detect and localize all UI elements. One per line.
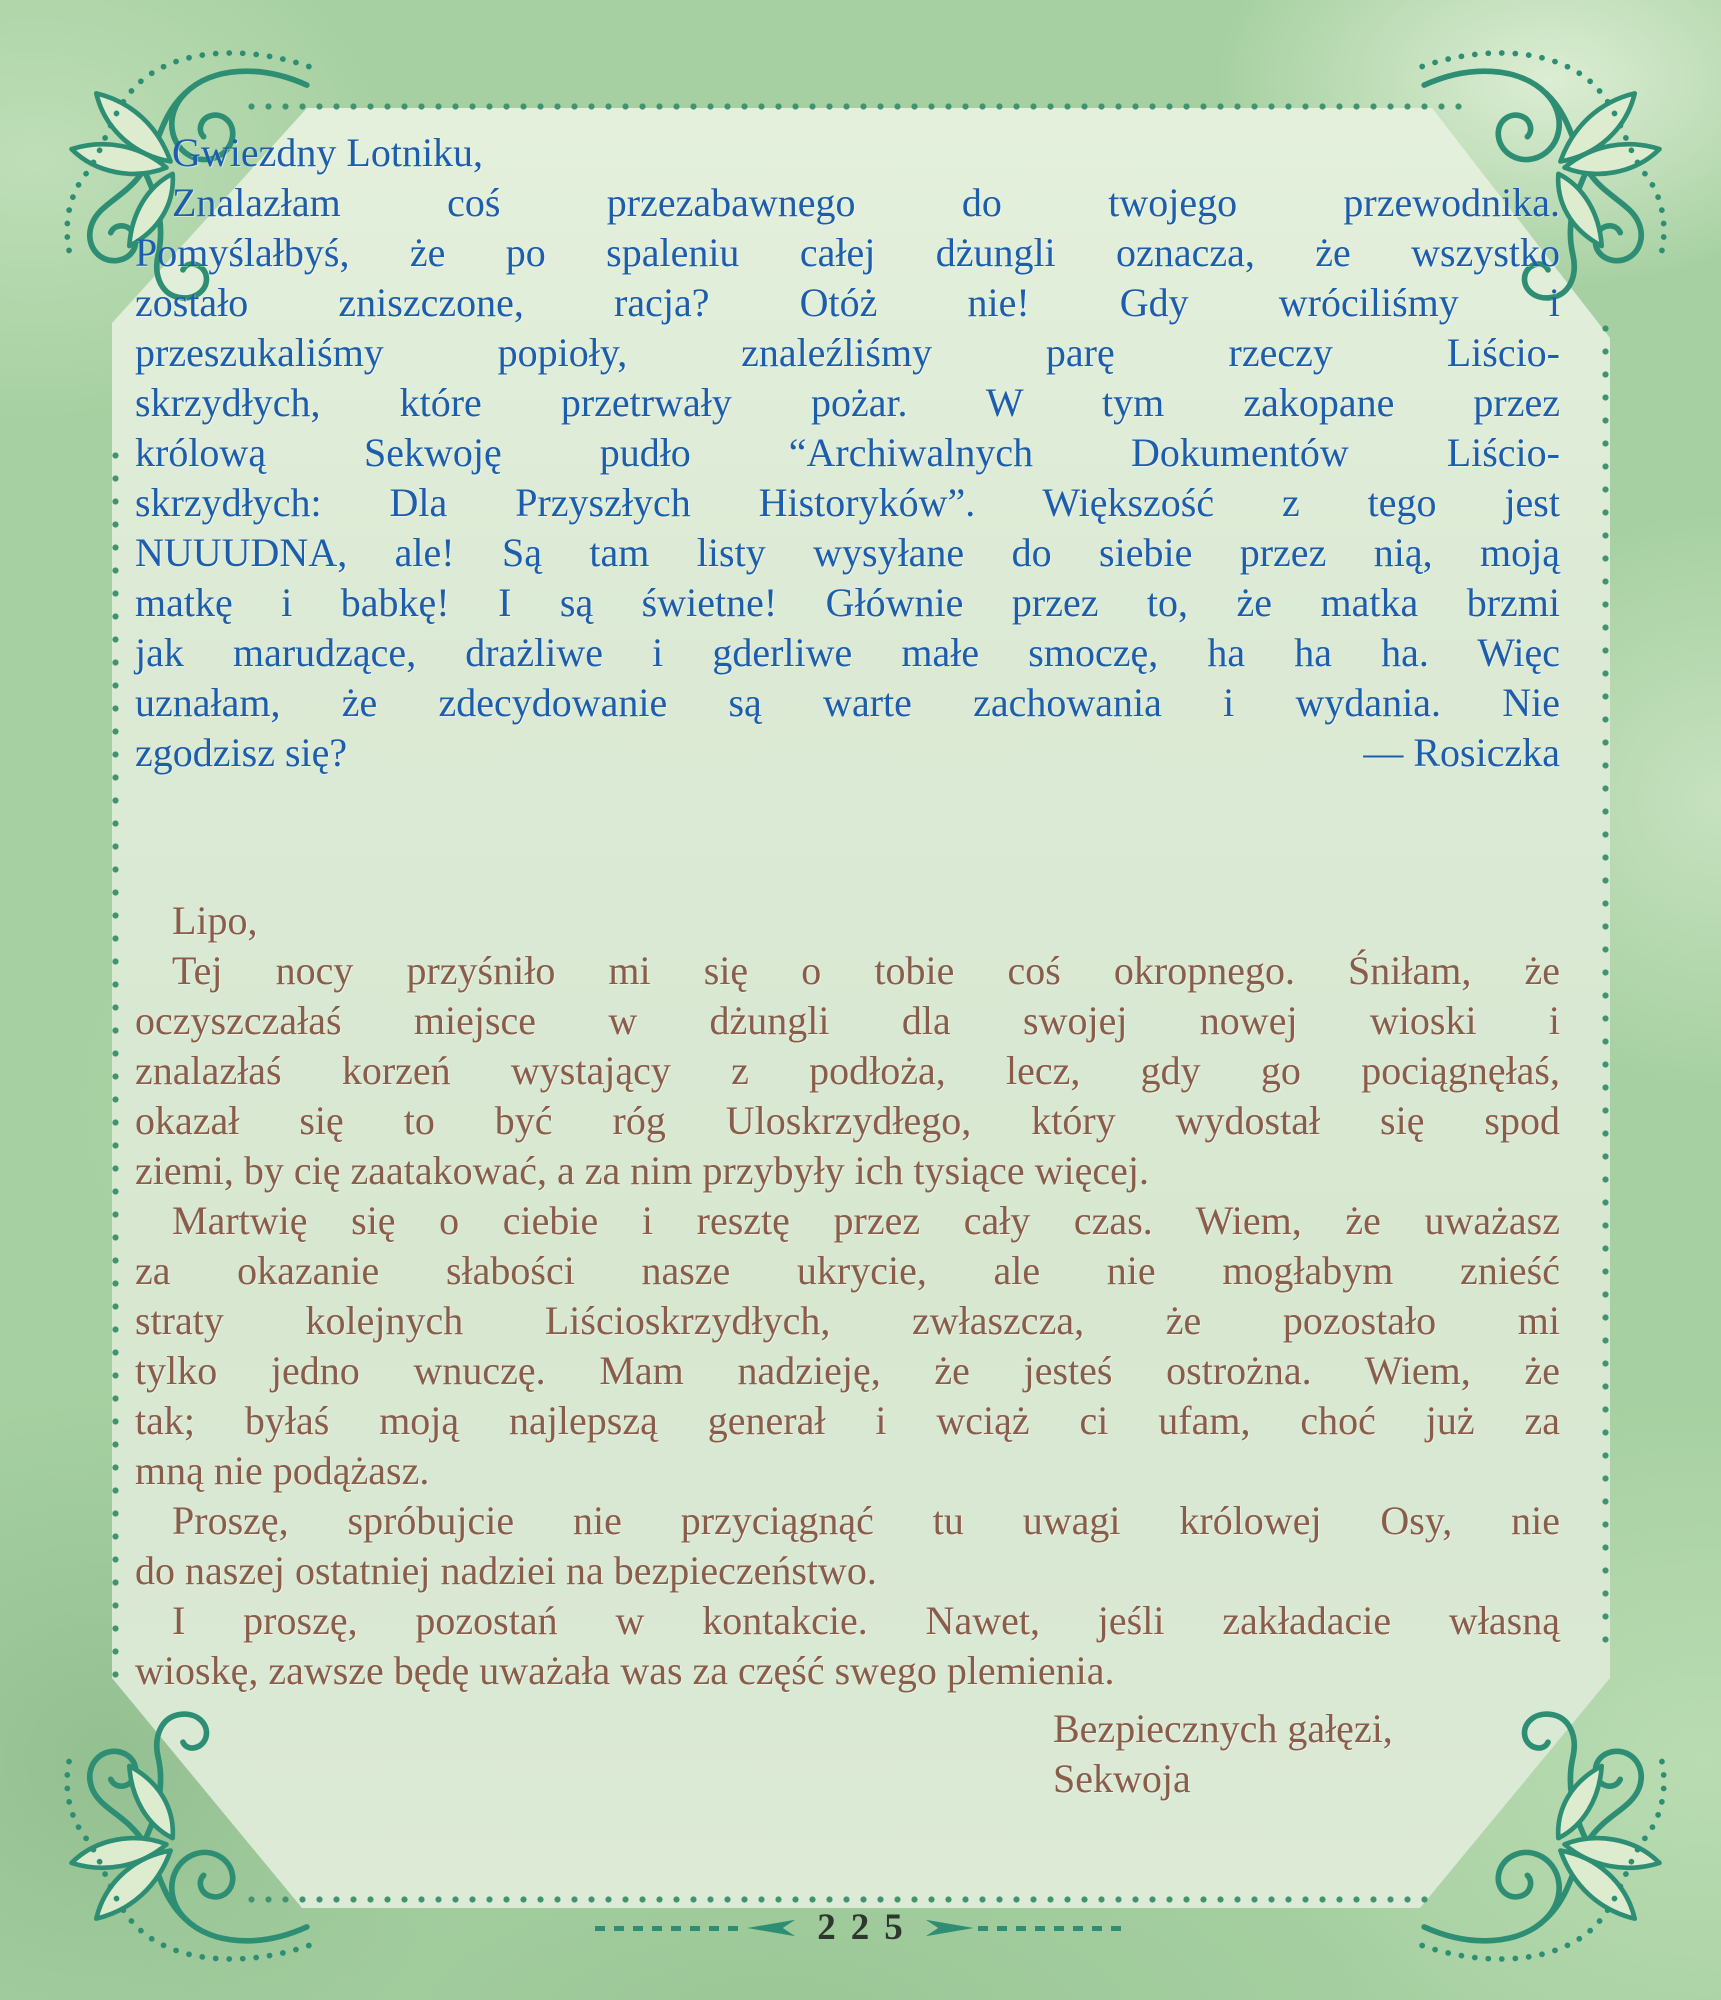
text-line: Pomyślałbyś, że po spaleniu całej dżungli oznacza, że wszystko — [135, 230, 1560, 275]
text-line: do naszej ostatniej nadziei na bezpieczeństwo. — [135, 1548, 877, 1593]
letter-signature: — Rosiczka — [1363, 730, 1560, 775]
page-footer — [0, 1908, 1721, 1948]
dotted-border-right — [1602, 325, 1609, 1650]
text-line: straty kolejnych Liścioskrzydłych, zwłaszcza, że pozostało mi — [135, 1298, 1560, 1343]
dotted-border-bottom — [248, 1896, 1436, 1903]
letter-closing-text: zgodzisz się? — [135, 730, 348, 775]
text-line: skrzydłych: Dla Przyszłych Historyków”. Większość z tego jest — [135, 480, 1560, 525]
letter-greeting: Lipo, — [172, 898, 258, 943]
letter-paragraph — [135, 1196, 1560, 1496]
letter-closing-row — [135, 728, 1560, 778]
footer-dash-line-right — [978, 1926, 1126, 1931]
text-line: okazał się to być róg Uloskrzydłego, który wydostał się spod — [135, 1098, 1560, 1143]
text-line: tak; byłaś moją najlepszą generał i wciąż ci ufam, choć już za — [135, 1398, 1560, 1443]
page-number: 225 — [817, 1907, 918, 1948]
text-line: Martwię się o ciebie i resztę przez cały czas. Wiem, że uważasz — [172, 1198, 1560, 1243]
text-line: mną nie podążasz. — [135, 1448, 430, 1493]
letter-signoff — [1053, 1704, 1560, 1804]
letter-paragraph — [135, 1496, 1560, 1596]
signoff-line: Bezpiecznych gałęzi, — [1053, 1706, 1393, 1751]
text-line: królową Sekwoję pudło “Archiwalnych Dokumentów Liścio- — [135, 430, 1560, 475]
text-line: Tej nocy przyśniło mi się o tobie coś okropnego. Śniłam, że — [172, 948, 1560, 993]
footer-arrow-right-icon — [926, 1919, 974, 1937]
footer-dash-line-left — [595, 1926, 743, 1931]
text-line: wioskę, zawsze będę uważała was za część swego plemienia. — [135, 1648, 1115, 1693]
letter-paragraph — [135, 1596, 1560, 1696]
dotted-border-left — [112, 452, 119, 1682]
dotted-border-top — [248, 103, 1471, 110]
text-line: Proszę, spróbujcie nie przyciągnąć tu uwagi królowej Osy, nie — [172, 1498, 1560, 1543]
text-line: przeszukaliśmy popioły, znaleźliśmy parę rzeczy Liścio- — [135, 330, 1560, 375]
text-line: uznałam, że zdecydowanie są warte zachowania i wydania. Nie — [135, 680, 1560, 725]
text-line: znalazłaś korzeń wystający z podłoża, lecz, gdy go pociągnęłaś, — [135, 1048, 1560, 1093]
text-line: NUUUDNA, ale! Są tam listy wysyłane do siebie przez nią, moją — [135, 530, 1560, 575]
text-line: za okazanie słabości nasze ukrycie, ale nie mogłabym znieść — [135, 1248, 1560, 1293]
text-line: matkę i babkę! I są świetne! Głównie przez to, że matka brzmi — [135, 580, 1560, 625]
footer-arrow-left-icon — [747, 1919, 795, 1937]
text-line: I proszę, pozostań w kontakcie. Nawet, jeśli zakładacie własną — [172, 1598, 1560, 1643]
text-line: oczyszczałaś miejsce w dżungli dla swojej nowej wioski i — [135, 998, 1560, 1043]
letter-paragraph — [135, 946, 1560, 1196]
text-line: skrzydłych, które przetrwały pożar. W tym zakopane przez — [135, 380, 1560, 425]
text-line: jak marudzące, drażliwe i gderliwe małe smoczę, ha ha ha. Więc — [135, 630, 1560, 675]
letter-signature: Sekwoja — [1053, 1756, 1191, 1801]
letter-body — [135, 178, 1560, 728]
letters-content — [135, 128, 1560, 1804]
letter-from-sekwoja — [135, 896, 1560, 1804]
text-line: tylko jedno wnuczę. Mam nadzieję, że jesteś ostrożna. Wiem, że — [135, 1348, 1560, 1393]
text-line: zostało zniszczone, racja? Otóż nie! Gdy wróciliśmy i — [135, 280, 1560, 325]
letter-greeting: Gwiezdny Lotniku, — [172, 130, 484, 175]
text-line: Znalazłam coś przezabawnego do twojego przewodnika. — [172, 180, 1560, 225]
text-line: ziemi, by cię zaatakować, a za nim przybyły ich tysiące więcej. — [135, 1148, 1149, 1193]
letter-from-rosiczka — [135, 128, 1560, 778]
